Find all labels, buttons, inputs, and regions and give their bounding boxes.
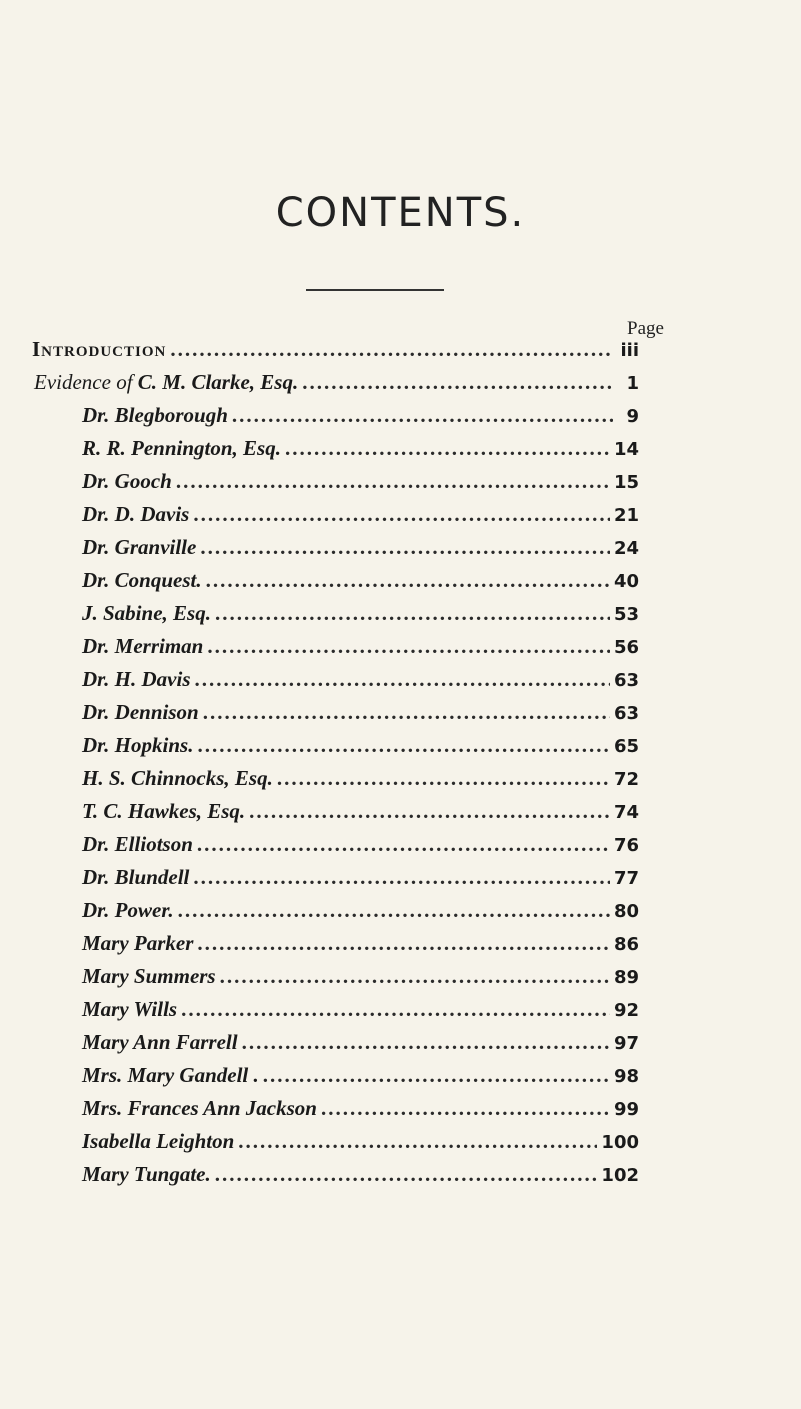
contents-entry [82,1063,639,1097]
contents-entry [82,436,639,470]
entry-prefix: Evidence of [34,370,138,394]
entry-page: 76 [613,835,639,856]
entry-label: Dr. Dennison [82,700,199,724]
entry-page: 100 [601,1132,639,1153]
entry-label: Dr. Blundell [82,865,190,889]
entry-label: Dr. Elliotson [82,832,193,856]
entry-page: 74 [613,802,639,823]
dot-leader [193,502,610,527]
dot-leader [242,1030,610,1055]
entry-label: H. S. Chinnocks, Esq. [82,766,273,790]
entry-label: Dr. Merriman [82,634,204,658]
entry-page: 86 [613,934,639,955]
contents-entry [82,502,639,536]
entry-page: 63 [613,670,639,691]
contents-entry [82,733,639,767]
entry-page: 21 [613,505,639,526]
entry-page: 98 [613,1066,639,1087]
entry-page: 102 [601,1165,639,1186]
entry-label: R. R. Pennington, Esq. [82,436,281,460]
contents-entry [82,865,639,899]
title-rule [306,289,444,291]
contents-entry [82,1129,639,1163]
contents-entry [34,370,639,404]
entry-label: Mary Summers [82,964,216,988]
entry-page: 53 [613,604,639,625]
contents-entry [82,1096,639,1130]
entry-label: Dr. D. Davis [82,502,190,526]
entry-label: Mary Wills [82,997,178,1021]
contents-entry [82,997,639,1031]
entry-label: Mary Tungate. [82,1162,211,1186]
contents-entry [82,898,639,932]
entry-label: Dr. Gooch [82,469,172,493]
entry-label: Mrs. Frances Ann Jackson [82,1096,317,1120]
dot-leader [285,436,610,461]
dot-leader [277,766,610,791]
dot-leader [203,700,610,725]
contents-entry [82,700,639,734]
contents-entry [82,634,639,668]
page-column-header: Page [627,318,664,339]
dot-leader [181,997,610,1022]
entry-page: 65 [613,736,639,757]
dot-leader [197,733,609,758]
entry-label: Dr. Hopkins. [82,733,194,757]
contents-entry [82,403,639,437]
contents-entry [82,931,639,965]
dot-leader [249,799,610,824]
entry-page: 97 [613,1033,639,1054]
entry-page: 63 [613,703,639,724]
contents-entry [82,667,639,701]
dot-leader [215,601,610,626]
entry-label-group [34,370,298,395]
entry-page: 89 [613,967,639,988]
dot-leader [206,568,610,593]
entry-label: Isabella Leighton [82,1129,235,1153]
dot-leader [176,469,610,494]
page-title: CONTENTS. [275,190,526,236]
dot-leader [321,1096,610,1121]
entry-label: C. M. Clarke, Esq. [137,370,299,394]
entry-label: Dr. Granville [82,535,197,559]
dot-leader [200,535,610,560]
dot-leader [178,898,610,923]
entry-label: Dr. H. Davis [82,667,191,691]
entry-page: 24 [613,538,639,559]
dot-leader [197,832,610,857]
dot-leader [197,931,610,956]
dot-leader [170,337,613,362]
entry-page: 80 [613,901,639,922]
contents-entry [82,601,639,635]
entry-label: T. C. Hawkes, Esq. [82,799,246,823]
entry-label: Introduction [32,337,167,361]
contents-entry [82,1162,639,1196]
entry-page: 14 [613,439,639,460]
contents-entry [82,469,639,503]
entry-label: Dr. Power. [82,898,174,922]
entry-label: Dr. Conquest. [82,568,202,592]
entry-label: Dr. Blegborough [82,403,228,427]
contents-entry [82,1030,639,1064]
dot-leader [220,964,610,989]
entry-label: Mary Parker [82,931,194,955]
entry-page: iii [620,340,639,361]
dot-leader [238,1129,597,1154]
entry-page: 99 [613,1099,639,1120]
entry-page: 40 [613,571,639,592]
dot-leader [193,865,610,890]
contents-entry [82,568,639,602]
contents-entry [82,832,639,866]
contents-entry [82,766,639,800]
contents-entry [82,799,639,833]
entry-label: J. Sabine, Esq. [82,601,211,625]
dot-leader [302,370,613,395]
contents-entry [32,337,639,371]
contents-entry [82,535,639,569]
entry-page: 9 [626,406,639,427]
entry-page: 77 [613,868,639,889]
entry-page: 92 [613,1000,639,1021]
entry-label: Mary Ann Farrell [82,1030,238,1054]
dot-leader [207,634,610,659]
dot-leader [215,1162,598,1187]
dot-leader [232,403,613,428]
entry-page: 15 [613,472,639,493]
contents-entry [82,964,639,998]
entry-label: Mrs. Mary Gandell . [82,1063,259,1087]
entry-page: 72 [613,769,639,790]
entry-page: 56 [613,637,639,658]
dot-leader [195,667,610,692]
dot-leader [263,1063,610,1088]
entry-page: 1 [626,373,639,394]
